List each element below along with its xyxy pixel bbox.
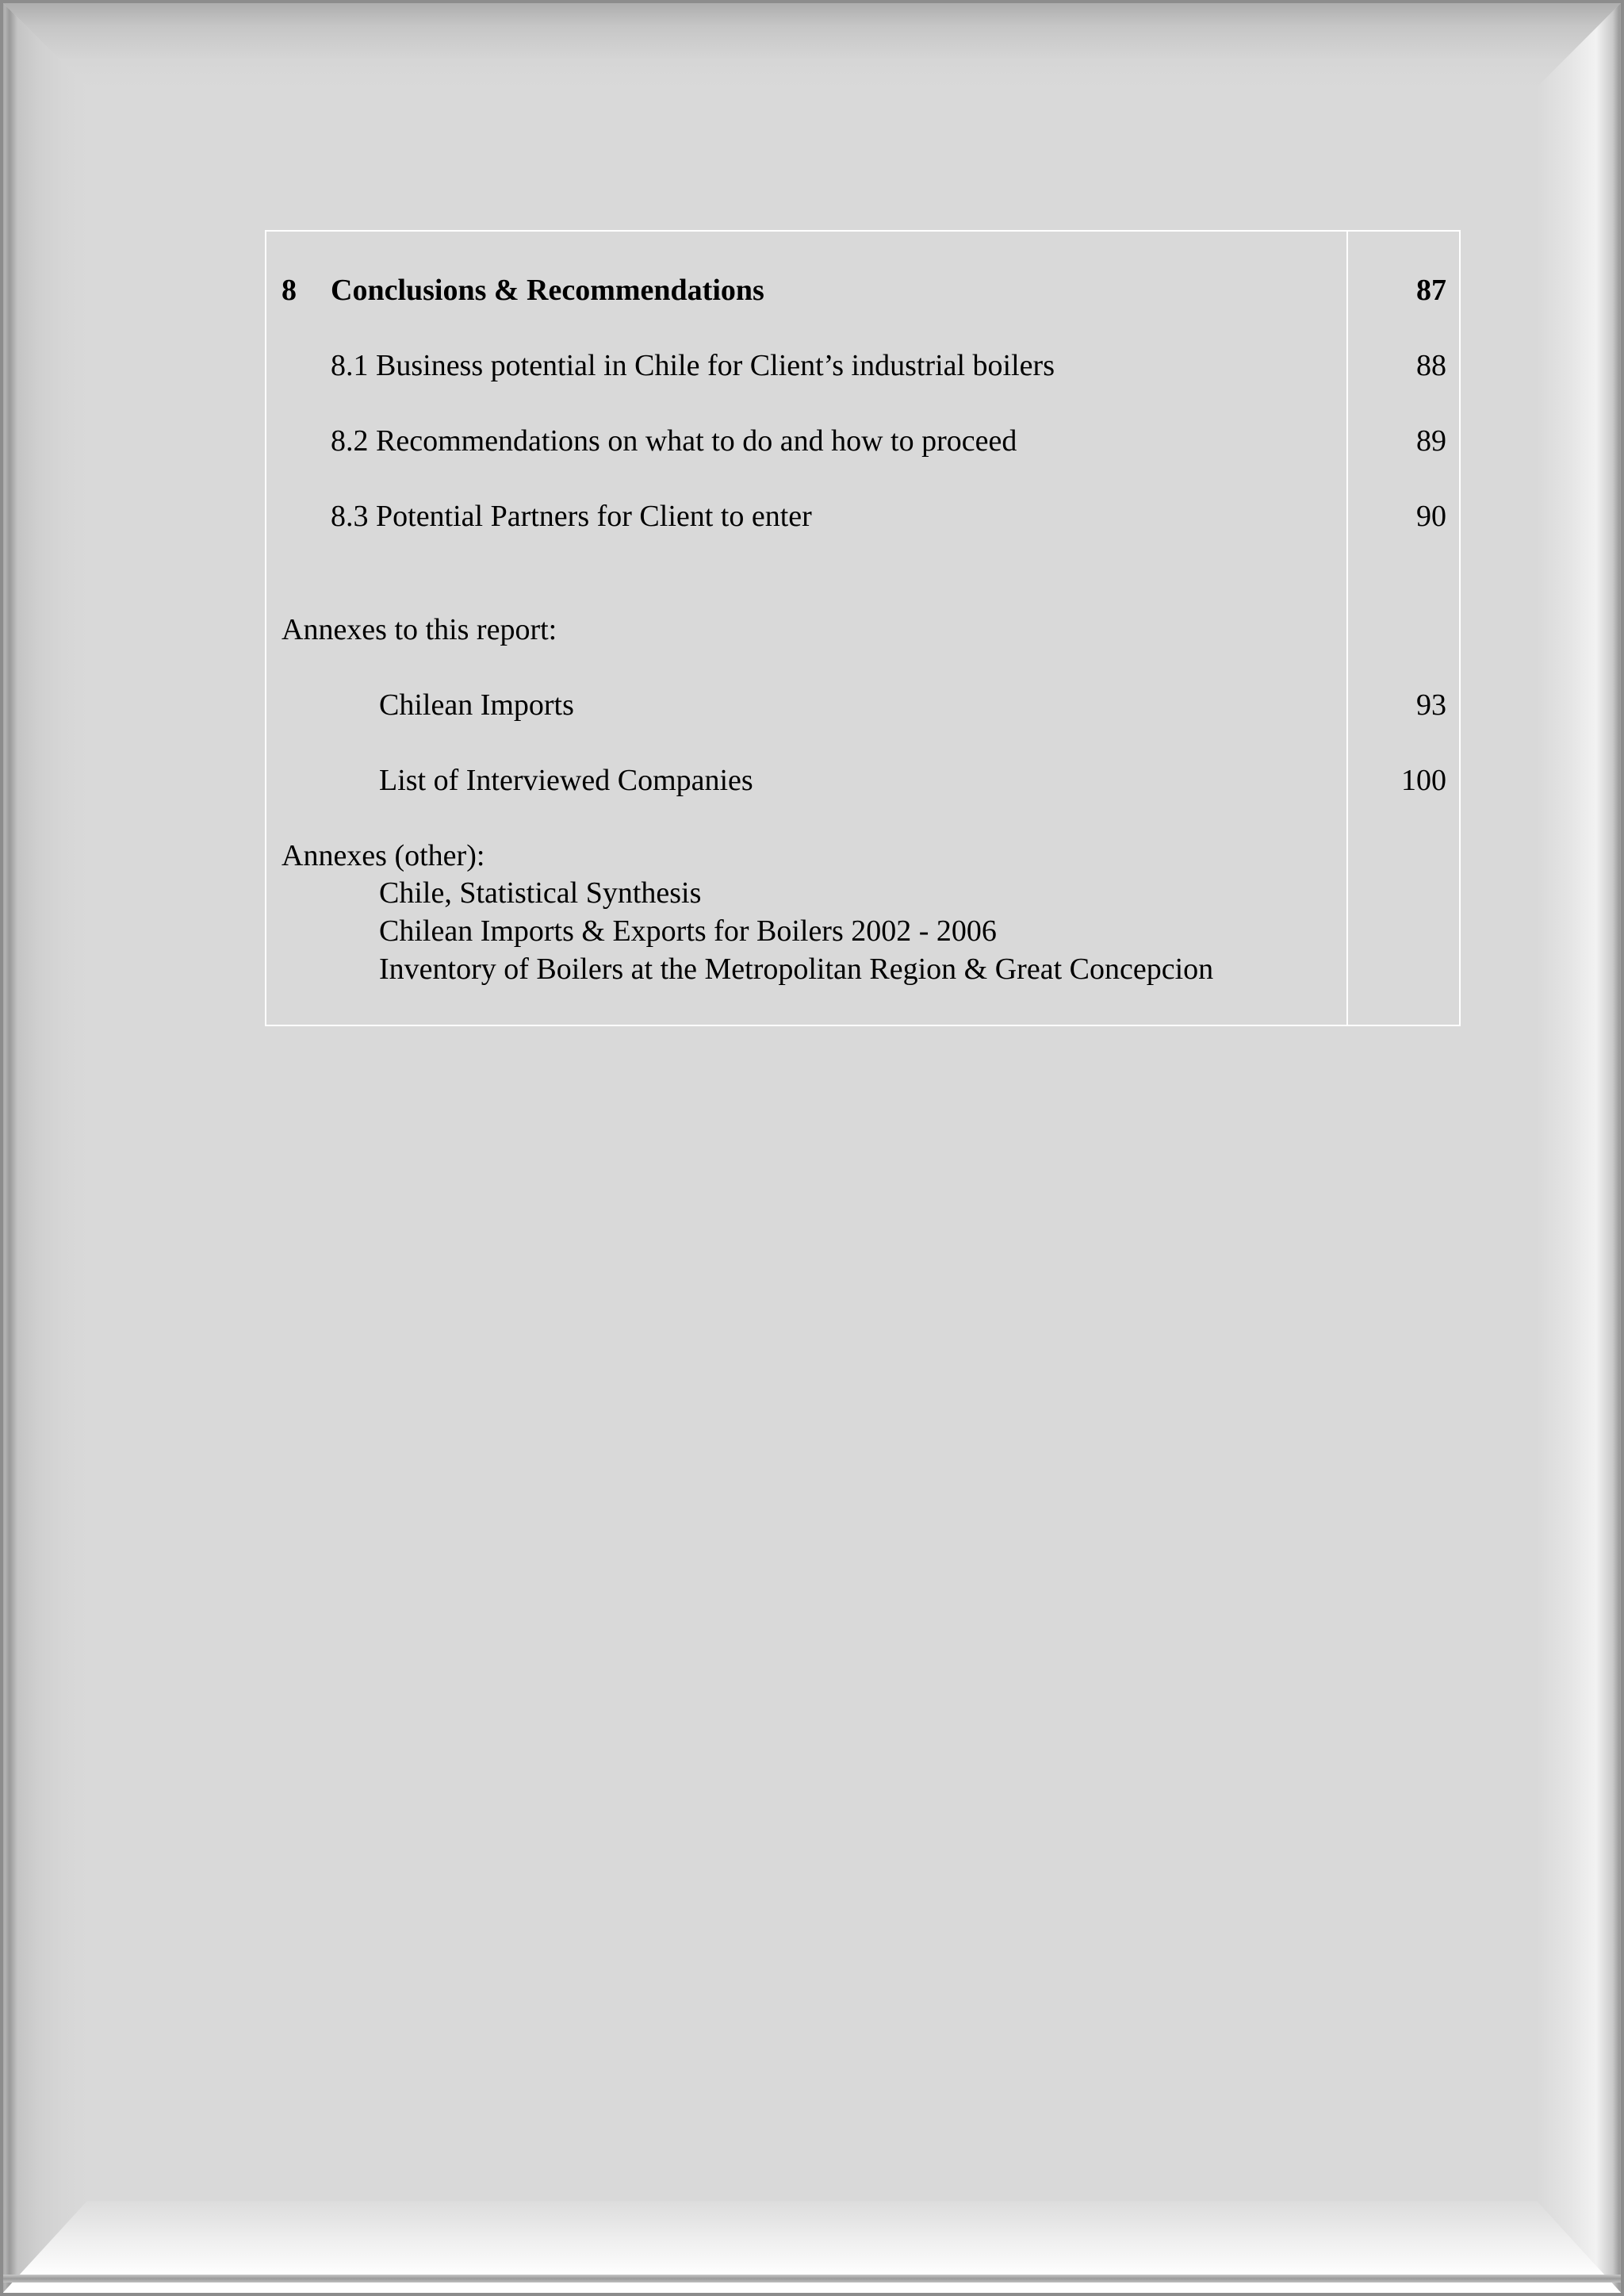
toc-annex-page: 93: [1416, 688, 1446, 722]
toc-annex-page: 100: [1401, 764, 1446, 797]
toc-annex-label: List of Interviewed Companies: [379, 764, 753, 797]
toc-section-label: 8.2 Recommendations on what to do and how to proceed: [331, 424, 1017, 458]
toc-section-label: 8.3 Potential Partners for Client to enter: [331, 500, 812, 533]
toc-annexes-report-heading: Annexes to this report:: [282, 613, 557, 646]
toc-section-page: 89: [1416, 424, 1446, 458]
toc-section-page: 88: [1416, 349, 1446, 382]
toc-section-page: 90: [1416, 500, 1446, 533]
toc-annex-other-item: Inventory of Boilers at the Metropolitan Region & Great Concepcion: [379, 953, 1214, 986]
toc-section-label: 8.1 Business potential in Chile for Client’s industrial boilers: [331, 349, 1055, 382]
frame-bevel-top: [0, 0, 1624, 87]
toc-chapter-title: Conclusions & Recommendations: [331, 274, 764, 307]
toc-chapter-page: 87: [1416, 274, 1446, 307]
frame-bottom-line: [0, 2275, 1624, 2283]
toc-annex-other-item: Chile, Statistical Synthesis: [379, 876, 702, 910]
toc-annex-other-item: Chilean Imports & Exports for Boilers 2002 - 2006: [379, 914, 997, 948]
frame-bevel-right: [1537, 0, 1624, 2296]
frame-bevel-left: [0, 0, 87, 2296]
toc-annexes-other-heading: Annexes (other):: [282, 839, 485, 872]
toc-chapter-number: 8: [282, 274, 297, 307]
toc-annex-label: Chilean Imports: [379, 688, 574, 722]
